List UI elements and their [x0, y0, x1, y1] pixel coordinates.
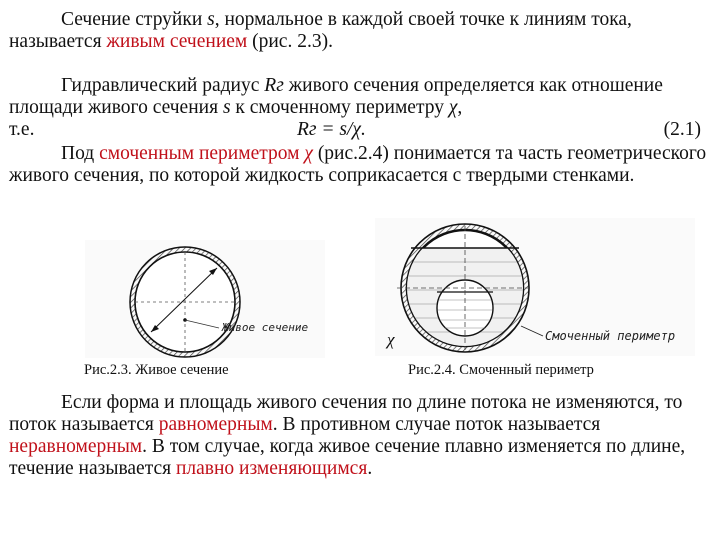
term-uniform: равномерным	[158, 414, 273, 435]
paragraph-flow-types: Если форма и площадь живого сечения по длине потока не изменяются, то поток называется равномерным. В противном случае поток называется неравномерным. В том случае, когда живое сечение плавно изменяется по длине, течение называется плавно изменяющимся.	[9, 392, 686, 479]
term-live-section: живым сечением	[106, 31, 248, 52]
term-gradually-varied: плавно изменяющимся	[175, 458, 368, 479]
caption-fig-2-3: Рис.2.3. Живое сечение	[84, 362, 229, 378]
formula: Rг = s/χ.	[297, 119, 366, 140]
equation-line: т.е. Rг = s/χ. (2.1)	[9, 119, 701, 140]
live-section-label: Живое сечение	[222, 321, 309, 334]
paragraph-live-section: Сечение струйки s, нормальное в каждой своей точке к линиям тока, называется живым сечением (рис. 2.3).	[9, 9, 632, 52]
paragraph-hydraulic-radius: Гидравлический радиус Rг живого сечения определяется как отношение площади живого сечения s к смоченному периметру χ, т.е. Rг = s/χ. (2.1)	[9, 75, 709, 141]
wetted-perimeter-label: Смоченный периметр	[545, 329, 676, 343]
figure-live-section	[85, 240, 325, 358]
term-nonuniform: неравномерным	[9, 436, 143, 457]
paragraph-wetted-perimeter: Под смоченным периметром χ (рис.2.4) понимается та часть геометрического живого сечения, по которой жидкость соприкасается с твердыми стенками.	[9, 143, 707, 186]
chi-symbol: χ	[387, 330, 395, 349]
figure-wetted-perimeter	[375, 218, 695, 356]
equation-number: (2.1)	[663, 119, 701, 140]
caption-fig-2-4: Рис.2.4. Смоченный периметр	[408, 362, 594, 378]
term-wetted-perimeter: смоченным периметром	[99, 143, 300, 164]
var-s: s	[207, 9, 215, 30]
